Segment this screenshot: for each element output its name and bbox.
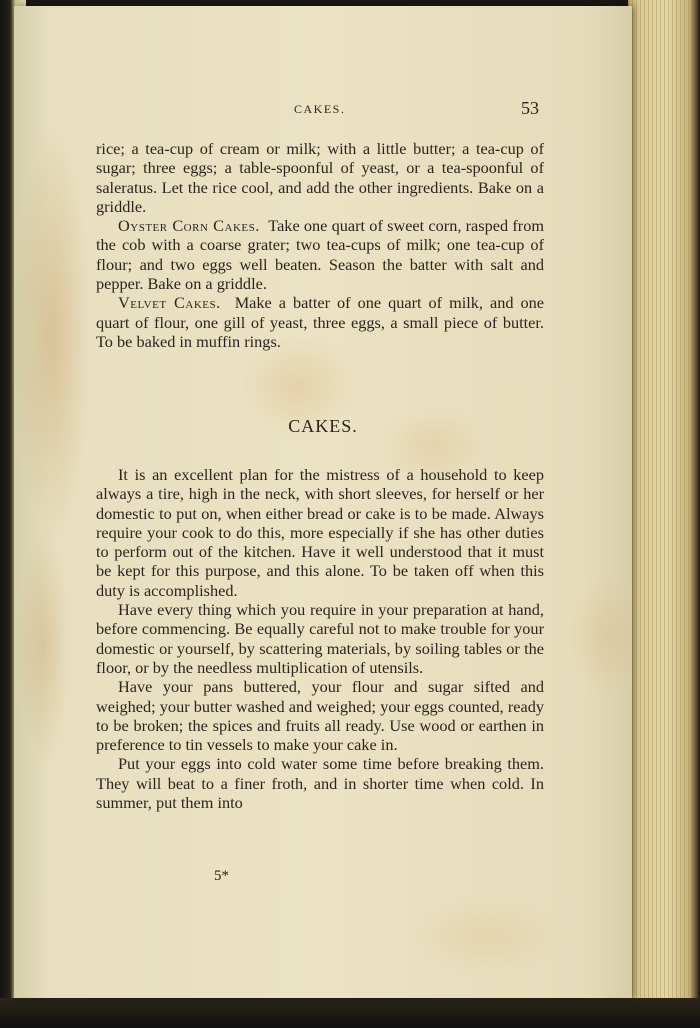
book-page (14, 6, 632, 998)
velvet-cakes-recipe (96, 293, 544, 351)
page-number: 53 (521, 98, 539, 118)
recipe-text: Take one quart of sweet corn, rasped from the cob with a coarse grater; two tea-cups of milk; one tea-cup of flour; and two eggs well beaten. Season the batter with salt and pepper. Bake on a griddle. (96, 216, 544, 294)
paragraph: Put your eggs into cold water some time before breaking them. They will beat to a finer froth, and in shorter time when cold. In summer, put them into (96, 754, 544, 813)
paragraph: It is an excellent plan for the mistress of a household to keep always a tire, high in the neck, with short sleeves, for herself or her domestic to put on, when either bread or cake is to be made. Always require your cook to do this, more especially if she has other duties to perform out of the kitchen. Have it well understood that it must be kept for this purpose, and this alone. To be taken off when this duty is accomplished. (96, 465, 544, 600)
running-head: CAKES. (294, 102, 346, 116)
signature-mark: 5* (214, 868, 229, 884)
section-title: CAKES. (288, 416, 358, 436)
fore-edge-pages (628, 0, 700, 1028)
paragraph: Have your pans buttered, your flour and sugar sifted and weighed; your butter washed and weighed; your eggs counted, ready to be broken; the spices and fruits all ready. Use wood or earthen in preference to tin vessels to make your cake in. (96, 677, 544, 755)
cakes-introduction (96, 465, 544, 812)
recipe-heading: Velvet Cakes. (118, 293, 221, 313)
continued-recipe-text: rice; a tea-cup of cream or milk; with a little butter; a tea-cup of sugar; three eggs; a table-spoonful of yeast, or a tea-spoonful of saleratus. Let the rice cool, and add the other ingredients. Bake on a griddle. (96, 139, 544, 216)
oyster-corn-cakes-recipe (96, 216, 544, 293)
paragraph: Have every thing which you require in your preparation at hand, before commencing. Be equally careful not to make trouble for your domestic or yourself, by scattering materials, by soiling tables or the floor, or by the needless multiplication of utensils. (96, 600, 544, 677)
recipe-text: Make a batter of one quart of milk, and one quart of flour, one gill of yeast, three eggs, a small piece of butter. To be baked in muffin rings. (96, 293, 545, 351)
recipe-heading: Oyster Corn Cakes. (118, 216, 260, 236)
recipe-block (96, 139, 544, 351)
bottom-shadow (0, 998, 700, 1028)
